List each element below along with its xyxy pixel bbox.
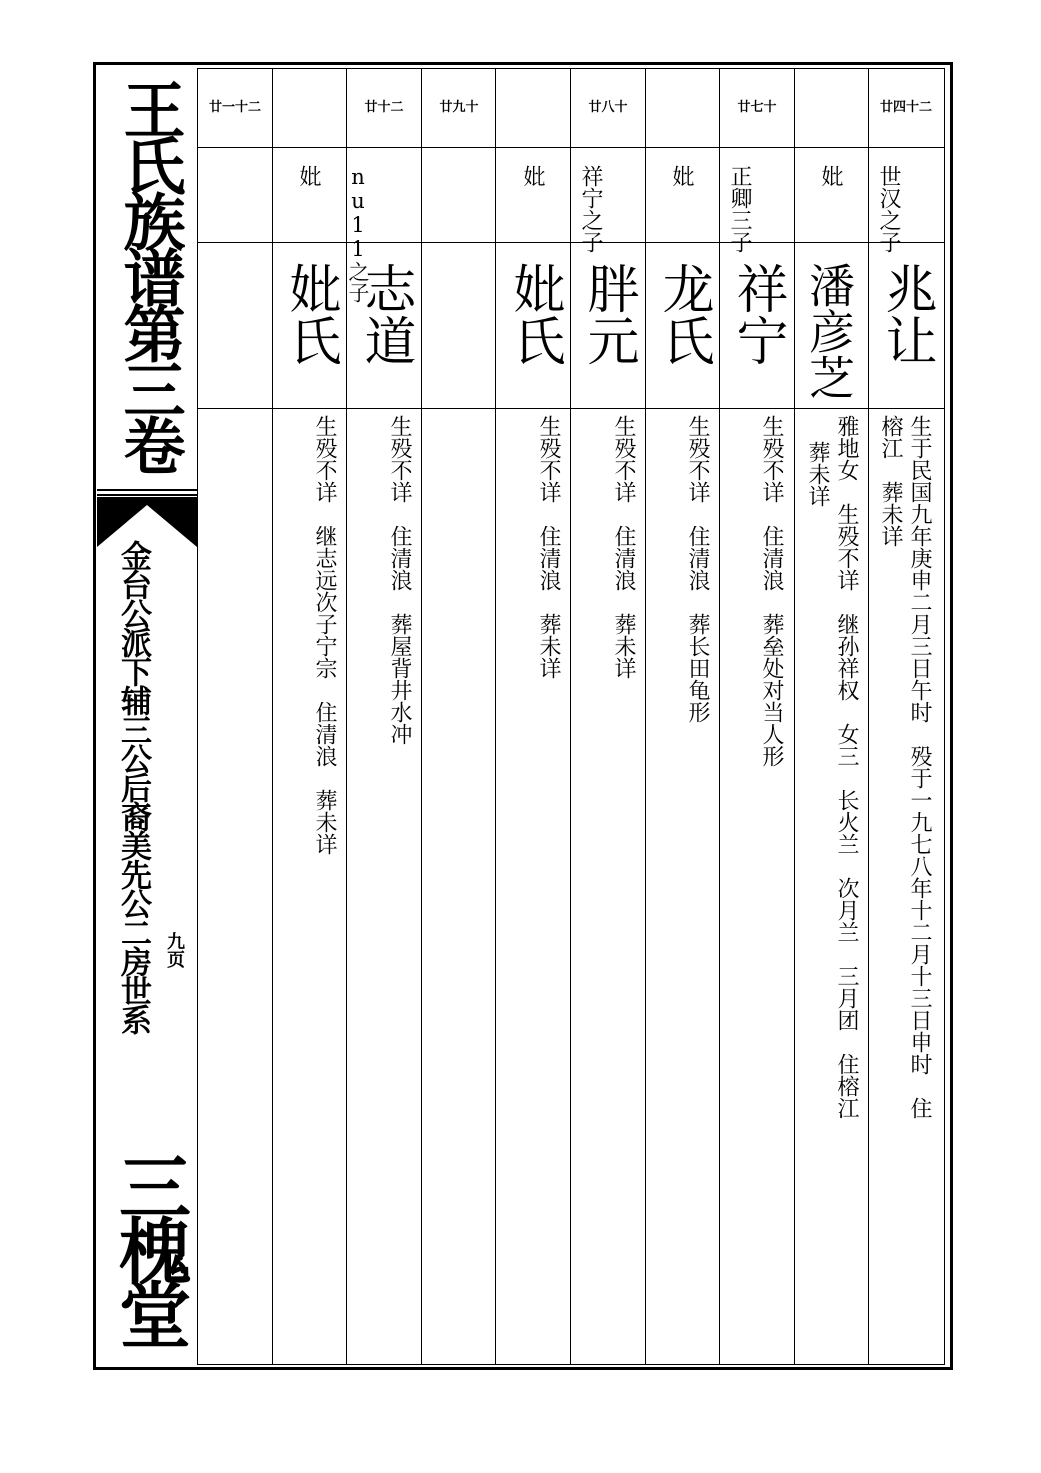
person-name: 祥宁 [727, 262, 787, 366]
person-name: 龙氏 [653, 262, 713, 366]
column-divider [645, 68, 646, 1365]
generation-label: 廿十二 [364, 100, 404, 115]
bio-text: 葬未详 [805, 441, 830, 507]
row-divider [197, 147, 945, 148]
generation-label: 廿七十 [737, 100, 777, 115]
bio-text: 生殁不详 住清浪 葬未详 [611, 415, 636, 679]
relation-text: 祥宁之子 [578, 165, 603, 253]
person-name: 妣氏 [280, 262, 340, 366]
relation-text: 妣 [818, 165, 843, 187]
page-number: 九页 [164, 932, 185, 968]
person-name: 志道 [355, 262, 415, 366]
bio-text: 生于民国九年庚申二月三日午时 殁于一九七八年十二月十三日申时 住 [907, 415, 932, 1119]
spine-divider [97, 489, 197, 491]
person-name: 胖元 [578, 262, 638, 366]
relation-text: 妣 [520, 165, 545, 187]
bio-text: 生殁不详 住清浪 葬未详 [536, 415, 561, 679]
relation-text: 妣 [296, 165, 321, 187]
relation-text: 妣 [669, 165, 694, 187]
bio-text: 生殁不详 住清浪 葬长田龟形 [685, 415, 710, 723]
relation-text: 正卿三子 [727, 165, 752, 253]
hall-name: 三槐堂 [107, 1150, 192, 1342]
column-divider [570, 68, 571, 1365]
bio-text: 生殁不详 住清浪 葬屋背井水冲 [387, 415, 412, 745]
column-divider [272, 68, 273, 1365]
column-divider [794, 68, 795, 1365]
column-divider [495, 68, 496, 1365]
person-name: 兆让 [876, 262, 936, 366]
row-divider [197, 408, 945, 409]
spine-divider [97, 494, 197, 496]
person-name: 妣氏 [504, 262, 564, 366]
bio-text: 生殁不详 住清浪 葬垒处对当人形 [759, 415, 784, 767]
column-divider [719, 68, 720, 1365]
bio-text: 生殁不详 继志远次子宁宗 住清浪 葬未详 [312, 415, 337, 855]
person-name: 潘彦芝 [802, 262, 856, 400]
generation-label: 廿九十 [439, 100, 479, 115]
bio-text: 榕江 葬未详 [878, 415, 903, 547]
generation-label: 廿四十二 [879, 100, 932, 115]
row-divider [197, 242, 945, 243]
relation-text: 世汉之子 [876, 165, 901, 253]
lineage-subtitle: 金台公派下辅三公后裔美先公二房世系 [115, 540, 151, 1033]
bio-text: 雅地女 生殁不详 继孙祥权 女三 长火兰 次月兰 三月团 住榕江 [834, 415, 859, 1119]
column-divider [868, 68, 869, 1365]
book-title: 王氏族谱第三卷 [113, 78, 186, 470]
generation-label: 廿八十 [588, 100, 628, 115]
generation-label: 廿一十二 [208, 100, 261, 115]
column-divider [421, 68, 422, 1365]
relation-text: nu11之子 [346, 165, 370, 303]
